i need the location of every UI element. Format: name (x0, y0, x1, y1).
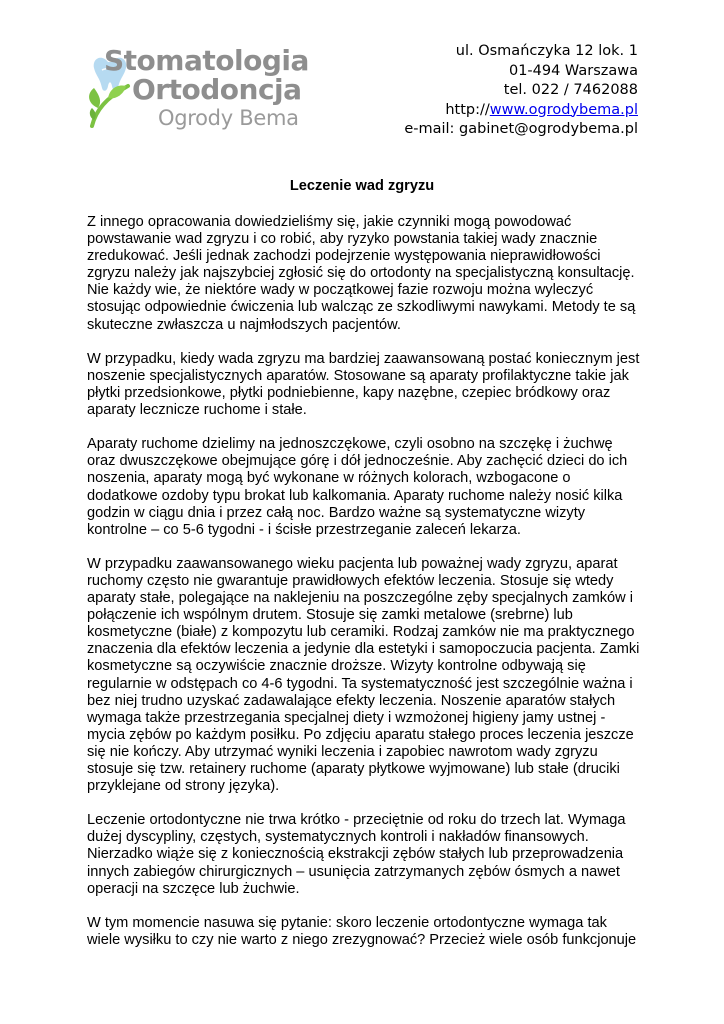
paragraph: W przypadku, kiedy wada zgryzu ma bardziej zaawansowaną postać koniecznym jest noszenie specjalistycznych aparatów. Stosowane są aparaty profilaktyczne takie jak płytki przedsionkowe, płytki podniebienne, kapy nazębne, czepiec bródkowy oraz aparaty lecznicze ruchome i stałe. (87, 350, 640, 419)
paragraph: W przypadku zaawansowanego wieku pacjenta lub poważnej wady zgryzu, aparat ruchomy często nie gwarantuje prawidłowych efektów leczenia. Stosuje się wtedy aparaty stałe, polegające na naklejeniu na poszczególne zęby specjalnych zamków i połączenie ich wspólnym drutem. Stosuje się zamki metalowe (srebrne) lub kosmetyczne (białe) z kompozytu lub ceramiki. Rodzaj zamków nie ma praktycznego znaczenia dla efektów leczenia a jedynie dla estetyki i samopoczucia pacjenta. Zamki kosmetyczne są oczywiście znacznie droższe. Wizyty kontrolne odbywają się regularnie w odstępach co 4-6 tygodni. Ta systematyczność jest szczególnie ważna i bez niej trudno uzyskać zadawalające efekty leczenia. Noszenie aparatów stałych wymaga także przestrzegania specjalnej diety i wzmożonej higieny jamy ustnej - mycia zębów po każdym posiłku. Po zdjęciu aparatu stałego proces leczenia jeszcze się nie kończy. Aby utrzymać wyniki leczenia i zapobiec nawrotom wady zgryzu stosuje się tzw. retainery ruchome (aparaty płytkowe wyjmowane) lub stałe (druciki przyklejane od strony języka). (87, 555, 640, 795)
logo-text-stomatologia: Stomatologia (104, 44, 309, 77)
website-prefix: http:// (445, 101, 490, 118)
paragraph: W tym momencie nasuwa się pytanie: skoro leczenie ortodontyczne wymaga tak wiele wysiłku to czy nie warto z niego zrezygnować? Przecież wiele osób funkcjonuje (87, 914, 637, 948)
contact-address: ul. Osmańczyka 12 lok. 1 (455, 43, 638, 59)
document-body (87, 214, 641, 966)
contact-block (404, 42, 638, 140)
logo-text-ogrody-bema: Ogrody Bema (158, 106, 299, 130)
paragraph: Z innego opracowania dowiedzieliśmy się, jakie czynniki mogą powodować powstawanie wad zgryzu i co robić, aby ryzyko powstania takiej wady znacznie zredukować. Jeśli jednak zachodzi podejrzenie występowania nieprawidłowości zgryzu należy jak najszybciej zgłosić się do ortodonty na specjalistyczną konsultację. Nie każdy wie, że niektóre wady w początkowej fazie rozwoju można wyleczyć stosując odpowiednie ćwiczenia lub walcząc ze szkodliwymi nawykami. Metody te są skuteczne zwłaszcza u najmłodszych pacjentów. (87, 214, 636, 333)
contact-city: 01-494 Warszawa (508, 62, 638, 79)
contact-phone: tel. 022 / 7462088 (503, 82, 638, 98)
paragraph: Aparaty ruchome dzielimy na jednoszczękowe, czyli osobno na szczękę i żuchwę oraz dwuszczękowe obejmujące górę i dół jednocześnie. Aby zachęcić dzieci do ich noszenia, aparaty mogą być wykonane w różnych kolorach, wzbogacone o dodatkowe ozdoby typu brokat lub kalkomania. Aparaty ruchome należy nosić kilka godzin w ciągu dnia i przez całą noc. Bardzo ważne są systematyczne wizyty kontrolne – co 5-6 tygodni - i ścisłe przestrzeganie zaleceń lekarza. (87, 436, 628, 538)
website-link[interactable]: www.ogrodybema.pl (489, 101, 638, 118)
paragraph: Leczenie ortodontyczne nie trwa krótko - przeciętnie od roku do trzech lat. Wymaga dużej dyscypliny, częstych, systematycznych kontroli i nakładów finansowych. Nierzadko wiąże się z koniecznością ekstrakcji zębów stałych lub przeprowadzenia innych zabiegów chirurgicznych – usunięcia zatrzymanych zębów ósmych a nawet operacji na szczęce lub żuchwie. (87, 812, 626, 897)
clinic-logo (88, 40, 318, 132)
logo-text-ortodoncja: Ortodoncja (132, 73, 302, 106)
contact-email: e-mail: gabinet@ogrodybema.pl (404, 121, 638, 137)
document-title: Leczenie wad zgryzu (289, 178, 435, 194)
contact-website (404, 101, 638, 121)
